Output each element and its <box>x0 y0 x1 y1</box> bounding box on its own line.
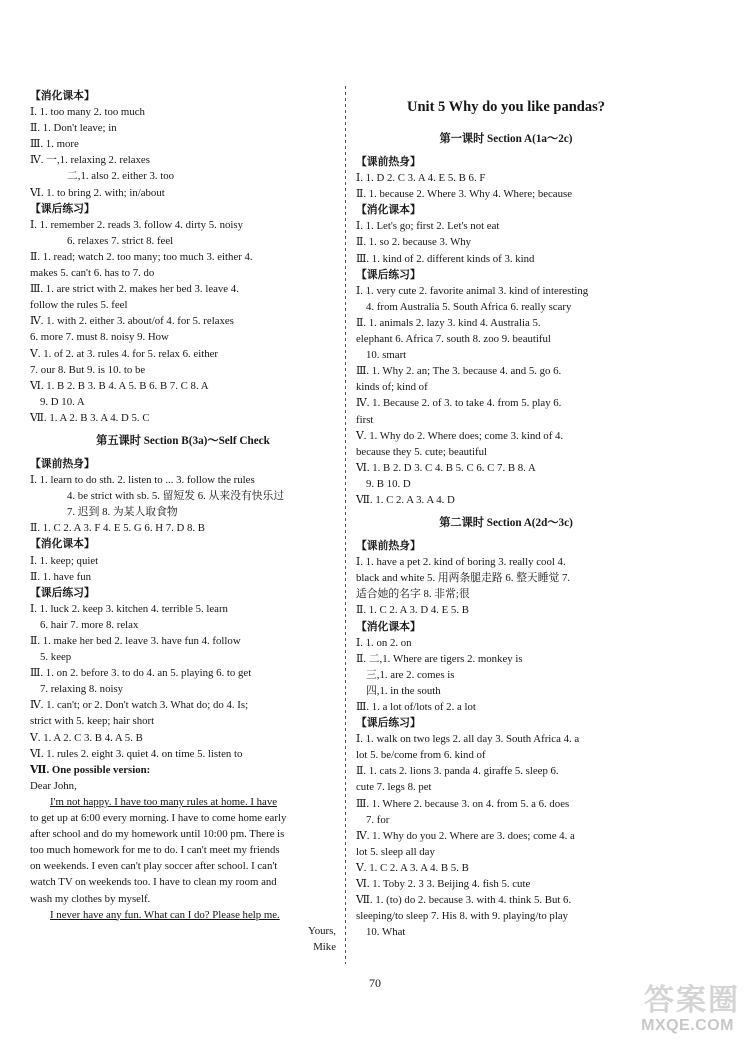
answer-line: Ⅲ. 1. Why 2. an; The 3. because 4. and 5. go 6. <box>356 365 562 378</box>
answer-line: Ⅰ. 1. D 2. C 3. A 4. E 5. B 6. F <box>356 172 486 185</box>
answer-line: elephant 6. Africa 7. south 8. zoo 9. beautiful <box>356 333 551 346</box>
answer-line: Ⅱ. 1. cats 2. lions 3. panda 4. giraffe 5. sleep 6. <box>356 765 559 778</box>
answer-line: 适合她的名字 8. 非常;很 <box>356 588 470 601</box>
answer-line: I never have any fun. What can I do? Please help me. <box>50 908 280 921</box>
answer-line: follow the rules 5. feel <box>30 299 128 312</box>
answer-line: Ⅳ. 1. Why do you 2. Where are 3. does; come 4. a <box>356 829 575 842</box>
answer-line: 4. be strict with sb. 5. 留短发 6. 从来没有快乐过 <box>67 490 285 503</box>
answer-line: watch TV on weekends too. I have to clean my room and <box>30 876 277 889</box>
answer-line: 7. for <box>366 813 390 826</box>
section-heading: 【课前热身】 <box>356 540 421 553</box>
answer-line: Dear John, <box>30 779 77 792</box>
answer-line: Ⅰ. 1. walk on two legs 2. all day 3. South Africa 4. a <box>356 733 580 746</box>
lesson-title: 第一课时 Section A(1a～2c) <box>439 133 573 145</box>
answer-line: Ⅲ. 1. are strict with 2. makes her bed 3. leave 4. <box>30 283 239 296</box>
answer-line: strict with 5. keep; hair short <box>30 715 155 728</box>
answer-line: Ⅲ. 1. a lot of/lots of 2. a lot <box>356 701 476 713</box>
watermark-url: MXQE.COM <box>641 1017 734 1034</box>
answer-line: sleeping/to sleep 7. His 8. with 9. playing/to play <box>356 910 569 923</box>
unit-title: Unit 5 Why do you like pandas? <box>407 99 605 115</box>
answer-line: 7. relaxing 8. noisy <box>40 683 124 696</box>
answer-line: Ⅶ. 1. A 2. B 3. A 4. D 5. C <box>30 411 150 424</box>
page-number: 70 <box>369 976 381 990</box>
answer-line: 9. D 10. A <box>40 395 85 408</box>
answer-line: Ⅰ. 1. on 2. on <box>356 636 412 649</box>
answer-line: 三,1. are 2. comes is <box>366 668 455 681</box>
lesson-title: 第二课时 Section A(2d～3c) <box>439 517 573 530</box>
answer-line: Ⅵ. 1. Toby 2. 3 3. Beijing 4. fish 5. cute <box>356 878 531 891</box>
left-answer-column <box>30 88 336 955</box>
answer-line: Ⅱ. 二,1. Where are tigers 2. monkey is <box>356 652 523 665</box>
answer-line: Ⅶ. 1. C 2. A 3. A 4. D <box>356 493 455 506</box>
answer-line: on weekends. I even can't play soccer after school. I can't <box>30 860 278 873</box>
answer-line: because they 5. cute; beautiful <box>356 445 488 458</box>
answer-line: 7. our 8. But 9. is 10. to be <box>30 363 146 376</box>
lesson-title: 第五课时 Section B(3a)～Self Check <box>96 434 270 447</box>
answer-line: Ⅵ. 1. B 2. B 3. B 4. A 5. B 6. B 7. C 8. A <box>30 379 209 392</box>
section-heading: 【课后练习】 <box>30 586 95 599</box>
answer-line: Ⅱ. 1. because 2. Where 3. Why 4. Where; because <box>356 188 572 201</box>
answer-line: 7. 迟到 8. 为某人取食物 <box>67 506 178 519</box>
answer-line: Ⅳ. 1. Because 2. of 3. to take 4. from 5. play 6. <box>356 397 562 410</box>
answer-line: Ⅲ. 1. Where 2. because 3. on 4. from 5. a 6. does <box>356 797 570 810</box>
answer-line: 6. more 7. must 8. noisy 9. How <box>30 331 169 344</box>
answer-line: Ⅱ. 1. C 2. A 3. F 4. E 5. G 6. H 7. D 8. B <box>30 522 206 535</box>
section-heading: 【消化课本】 <box>30 90 95 102</box>
section-heading: Ⅶ. One possible version: <box>30 763 151 776</box>
answer-line: Ⅲ. 1. kind of 2. different kinds of 3. kind <box>356 252 535 265</box>
answer-line: Ⅱ. 1. Don't leave; in <box>30 122 117 135</box>
answer-line: Ⅵ. 1. rules 2. eight 3. quiet 4. on time 5. listen to <box>30 747 243 760</box>
answer-line: Mike <box>313 940 336 953</box>
answer-line: 6. hair 7. more 8. relax <box>40 618 139 631</box>
answer-line: Ⅴ. 1. A 2. C 3. B 4. A 5. B <box>30 731 143 744</box>
answer-line: Ⅴ. 1. C 2. A 3. A 4. B 5. B <box>356 861 469 874</box>
answer-line: I'm not happy. I have too many rules at home. I have <box>50 795 278 808</box>
answer-line: Ⅰ. 1. luck 2. keep 3. kitchen 4. terrible 5. learn <box>30 602 228 615</box>
answer-line: Ⅵ. 1. to bring 2. with; in/about <box>30 186 165 199</box>
answer-line: lot 5. sleep all day <box>356 845 435 858</box>
answer-line: Ⅰ. 1. learn to do sth. 2. listen to ... 3. follow the rules <box>30 474 255 487</box>
answer-line: Ⅰ. 1. remember 2. reads 3. follow 4. dirty 5. noisy <box>30 218 243 231</box>
section-heading: 【课后练习】 <box>30 202 95 215</box>
answer-line: Ⅶ. 1. (to) do 2. because 3. with 4. think 5. But 6. <box>356 894 572 907</box>
answer-line: first <box>356 413 374 426</box>
answer-line: Ⅳ. 一,1. relaxing 2. relaxes <box>30 154 150 167</box>
answer-line: 4. from Australia 5. South Africa 6. really scary <box>366 300 572 313</box>
answer-line: Ⅲ. 1. more <box>30 138 79 151</box>
answer-line: Ⅰ. 1. very cute 2. favorite animal 3. kind of interesting <box>356 284 589 297</box>
answer-line: Ⅰ. 1. keep; quiet <box>30 554 99 567</box>
answer-line: Ⅲ. 1. on 2. before 3. to do 4. an 5. playing 6. to get <box>30 667 252 680</box>
answer-line: kinds of; kind of <box>356 381 428 394</box>
answer-line: Ⅴ. 1. Why do 2. Where does; come 3. kind of 4. <box>356 429 564 442</box>
answer-line: 二,1. also 2. either 3. too <box>67 170 175 183</box>
answer-line: Ⅱ. 1. have fun <box>30 570 92 583</box>
answer-line: Ⅱ. 1. read; watch 2. too many; too much 3. either 4. <box>30 250 253 263</box>
answer-line: 9. B 10. D <box>366 477 411 490</box>
section-heading: 【课前热身】 <box>30 457 95 470</box>
answer-line: Ⅱ. 1. make her bed 2. leave 3. have fun 4. follow <box>30 635 241 647</box>
section-heading: 【消化课本】 <box>356 620 421 633</box>
section-heading: 【课后练习】 <box>356 717 421 730</box>
answer-line: to get up at 6:00 every morning. I have to come home early <box>30 812 287 825</box>
right-answer-column <box>356 88 656 940</box>
answer-line: Ⅱ. 1. so 2. because 3. Why <box>356 236 472 249</box>
answer-line: black and white 5. 用两条腿走路 6. 整天睡觉 7. <box>356 572 571 585</box>
section-heading: 【课前热身】 <box>356 156 421 168</box>
answer-line: after school and do my homework until 10:00 pm. There is <box>30 828 285 841</box>
answer-line: lot 5. be/come from 6. kind of <box>356 749 486 762</box>
answer-line: Ⅰ. 1. too many 2. too much <box>30 106 145 119</box>
section-heading: 【课后练习】 <box>356 268 421 281</box>
answer-line: 10. What <box>366 926 406 939</box>
answer-line: cute 7. legs 8. pet <box>356 781 432 794</box>
column-divider <box>345 86 346 964</box>
answer-line: 6. relaxes 7. strict 8. feel <box>67 234 174 247</box>
answer-line: Ⅱ. 1. animals 2. lazy 3. kind 4. Australia 5. <box>356 316 541 329</box>
answer-line: too much homework for me to do. I can't meet my friends <box>30 844 280 857</box>
answer-line: Ⅱ. 1. C 2. A 3. D 4. E 5. B <box>356 604 469 617</box>
answer-line: Ⅵ. 1. B 2. D 3. C 4. B 5. C 6. C 7. B 8. A <box>356 461 536 474</box>
answer-line: Ⅳ. 1. with 2. either 3. about/of 4. for 5. relaxes <box>30 315 234 328</box>
section-heading: 【消化课本】 <box>356 204 421 217</box>
answer-line: 四,1. in the south <box>366 684 441 697</box>
answer-line: Ⅰ. 1. have a pet 2. kind of boring 3. really cool 4. <box>356 556 566 569</box>
answer-line: Yours, <box>307 924 336 937</box>
answer-line: 10. smart <box>366 349 407 362</box>
answer-line: Ⅰ. 1. Let's go; first 2. Let's not eat <box>356 220 500 233</box>
answer-line: Ⅴ. 1. of 2. at 3. rules 4. for 5. relax 6. either <box>30 347 218 360</box>
answer-line: makes 5. can't 6. has to 7. do <box>30 267 155 280</box>
answer-line: 5. keep <box>40 651 72 664</box>
answer-line: Ⅳ. 1. can't; or 2. Don't watch 3. What do; do 4. Is; <box>30 699 249 712</box>
watermark-logo-text: 答案圈 <box>644 983 740 1018</box>
watermark-logo <box>598 975 744 1037</box>
section-heading: 【消化课本】 <box>30 538 95 551</box>
answer-line: wash my clothes by myself. <box>30 892 151 905</box>
